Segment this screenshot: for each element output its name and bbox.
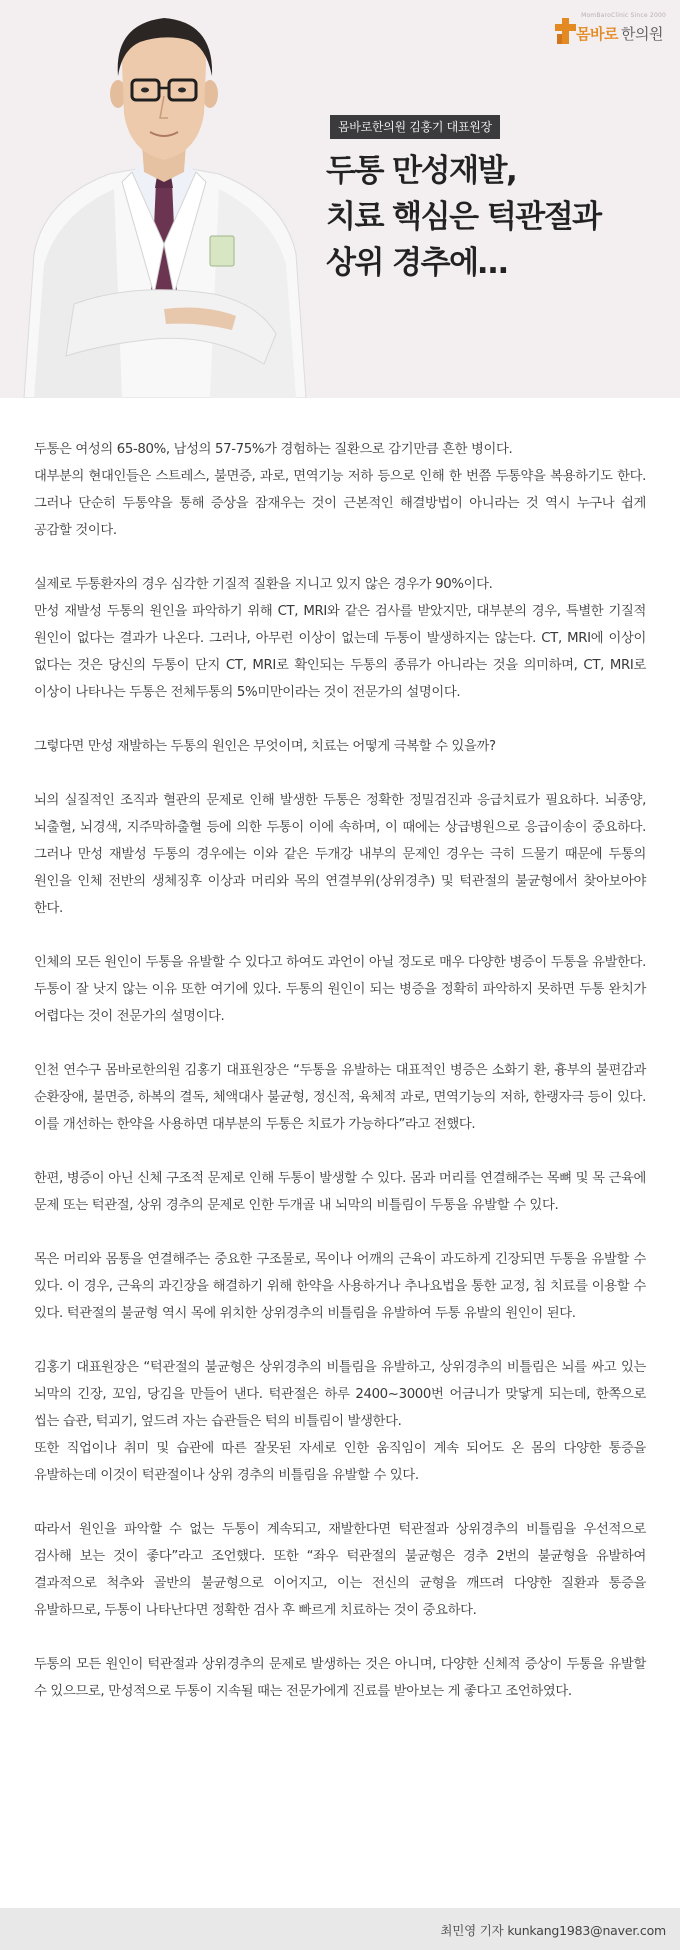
paragraph <box>34 571 646 706</box>
paragraph <box>34 436 646 544</box>
header-banner <box>0 0 680 398</box>
reporter-byline[interactable]: 최민영 기자 kunkang1983@naver.com <box>440 1923 666 1938</box>
paragraph <box>34 733 646 760</box>
footer-bar <box>0 1908 680 1950</box>
paragraph-line: 따라서 원인을 파악할 수 없는 두통이 계속되고, 재발한다면 턱관절과 상위경추의 비틀림을 우선적으로 검사해 보는 것이 좋다”라고 조언했다. 또한 “좌우 턱관절의 불균형은 경추 2번의 불균형을 유발하여 결과적으로 척추와 골반의 불균형으로 이어지고, 이는 전신의 균형을 깨뜨려 다양한 질환과 통증을 유발하므로, 두통이 나타난다면 정확한 검사 후 빠르게 치료하는 것이 중요하다. <box>34 1522 646 1618</box>
paragraph-line: 한편, 병증이 아닌 신체 구조적 문제로 인해 두통이 발생할 수 있다. 몸과 머리를 연결해주는 목뼈 및 목 근육에 문제 또는 턱관절, 상위 경추의 문제로 인한 두개골 내 뇌막의 비틀림이 두통을 유발할 수 있다. <box>34 1171 646 1213</box>
headline-line-3: 상위 경추에… <box>326 245 508 281</box>
paragraph <box>34 1516 646 1624</box>
clinic-logo[interactable] <box>554 12 666 46</box>
headline <box>326 148 676 286</box>
paragraph <box>34 787 646 922</box>
doctor-portrait <box>14 4 314 398</box>
paragraph-line: 인천 연수구 몸바로한의원 김홍기 대표원장은 “두통을 유발하는 대표적인 병증은 소화기 환, 흉부의 불편감과 순환장애, 불면증, 하복의 결독, 체액대사 불균형, 정신적, 육체적 과로, 면역기능의 저하, 한랭자극 등이 있다. 이를 개선하는 한약을 사용하면 대부분의 두통은 치료가 가능하다”라고 전했다. <box>34 1063 646 1132</box>
logo-brand: 몸바로 <box>576 25 618 43</box>
paragraph <box>34 1354 646 1489</box>
paragraph-line: 두통의 모든 원인이 턱관절과 상위경추의 문제로 발생하는 것은 아니며, 다양한 신체적 증상이 두통을 유발할 수 있으므로, 만성적으로 두통이 지속될 때는 전문가에게 진료를 받아보는 게 좋다고 조언하였다. <box>34 1657 646 1699</box>
headline-line-2: 치료 핵심은 턱관절과 <box>326 199 601 235</box>
paragraph-line: 또한 직업이나 취미 및 습관에 따른 잘못된 자세로 인한 움직임이 계속 되어도 온 몸의 다양한 통증을 유발하는데 이것이 턱관절이나 상위 경추의 비틀림을 유발할 수 있다. <box>34 1441 646 1483</box>
paragraph-line: 뇌의 실질적인 조직과 혈관의 문제로 인해 발생한 두통은 정확한 정밀검진과 응급치료가 필요하다. 뇌종양, 뇌출혈, 뇌경색, 지주막하출혈 등에 의한 두통이 이에 속하며, 이 때에는 상급병원으로 응급이송이 중요하다. 그러나 만성 재발성 두통의 경우에는 이와 같은 두개강 내부의 문제인 경우는 극히 드물기 때문에 두통의 원인을 인체 전반의 생체징후 이상과 머리와 목의 연결부위(상위경추) 및 턱관절의 불균형에서 찾아보아야 한다. <box>34 793 646 916</box>
paragraph-line: 김홍기 대표원장은 “턱관절의 불균형은 상위경추의 비틀림을 유발하고, 상위경추의 비틀림은 뇌를 싸고 있는 뇌막의 긴장, 꼬임, 당김을 만들어 낸다. 턱관절은 하루 2400~3000번 어금니가 맞닿게 되는데, 한쪽으로 씹는 습관, 턱괴기, 엎드려 자는 습관들은 턱의 비틀림이 발생한다. <box>34 1360 646 1429</box>
paragraph-line: 그렇다면 만성 재발하는 두통의 원인은 무엇이며, 치료는 어떻게 극복할 수 있을까? <box>34 739 496 754</box>
paragraph <box>34 1246 646 1327</box>
headline-line-1: 두통 만성재발, <box>326 153 517 189</box>
paragraph-line: 인체의 모든 원인이 두통을 유발할 수 있다고 하여도 과언이 아닐 정도로 매우 다양한 병증이 두통을 유발한다. 두통이 잘 낫지 않는 이유 또한 여기에 있다. 두통의 원인이 되는 병증을 정확히 파악하지 못하면 두통 완치가 어렵다는 것이 전문가의 설명이다. <box>34 955 646 1024</box>
paragraph <box>34 949 646 1030</box>
article-body <box>34 436 646 1732</box>
position-tag: 몸바로한의원 김홍기 대표원장 <box>330 115 500 139</box>
paragraph <box>34 1165 646 1219</box>
logo-wordmark <box>576 23 663 44</box>
paragraph <box>34 1651 646 1705</box>
cross-logo-icon <box>554 18 576 44</box>
paragraph-line: 대부분의 현대인들은 스트레스, 불면증, 과로, 면역기능 저하 등으로 인해 한 번쯤 두통약을 복용하기도 한다. 그러나 단순히 두통약을 통해 증상을 잠재우는 것이 근본적인 해결방법이 아니라는 것 역시 누구나 쉽게 공감할 것이다. <box>34 469 646 538</box>
paragraph-line: 목은 머리와 몸통을 연결해주는 중요한 구조물로, 목이나 어깨의 근육이 과도하게 긴장되면 두통을 유발할 수 있다. 이 경우, 근육의 과긴장을 해결하기 위해 한약을 사용하거나 추나요법을 통한 교정, 침 치료를 이용할 수 있다. 턱관절의 불균형 역시 목에 위치한 상위경추의 비틀림을 유발하여 두통 유발의 원인이 된다. <box>34 1252 646 1321</box>
paragraph-line: 실제로 두통환자의 경우 심각한 기질적 질환을 지니고 있지 않은 경우가 90%이다. <box>34 577 493 592</box>
logo-clinic: 한의원 <box>620 25 663 43</box>
paragraph-line: 두통은 여성의 65-80%, 남성의 57-75%가 경험하는 질환으로 감기만큼 흔한 병이다. <box>34 442 513 457</box>
paragraph <box>34 1057 646 1138</box>
paragraph-line: 만성 재발성 두통의 원인을 파악하기 위해 CT, MRI와 같은 검사를 받았지만, 대부분의 경우, 특별한 기질적 원인이 없다는 결과가 나온다. 그러나, 아무런 이상이 없는데 두통이 발생하지는 않는다. CT, MRI에 이상이 없다는 것은 당신의 두통이 단지 CT, MRI로 확인되는 두통의 종류가 아니라는 것을 의미하며, CT, MRI로 이상이 나타나는 두통은 전체두통의 5%미만이라는 것이 전문가의 설명이다. <box>34 604 646 700</box>
logo-tagline: MomBaroClinic Since 2000 <box>581 12 666 19</box>
